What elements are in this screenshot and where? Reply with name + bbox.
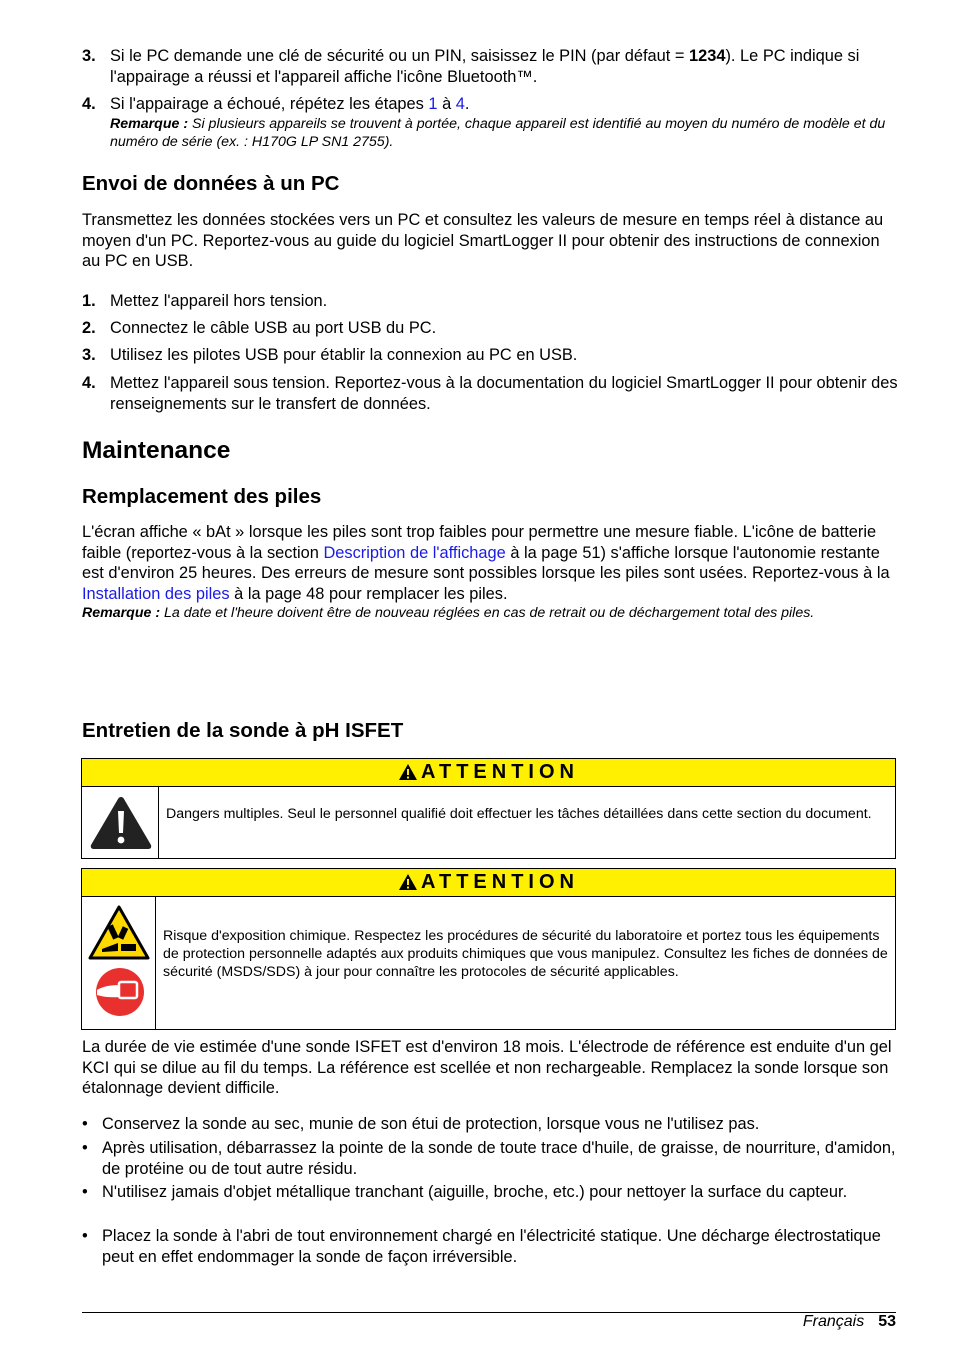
section-title-pc: Envoi de données à un PC xyxy=(82,172,340,195)
step-number: 3. xyxy=(82,47,96,65)
warning-header xyxy=(82,869,895,897)
hazard-icon-cell xyxy=(82,787,159,859)
warning-header xyxy=(82,759,895,787)
warning-heading-text: ATTENTION xyxy=(421,761,579,783)
step-number: 2. xyxy=(82,319,96,337)
step-link-1[interactable]: 1 xyxy=(428,95,438,113)
step-number: 3. xyxy=(82,346,96,364)
pairing-step-3 xyxy=(82,46,902,87)
warning-box-chemical xyxy=(81,868,896,1030)
pc-intro-paragraph: Transmettez les données stockées vers un PC et consultez les valeurs de mesure en temps réel à distance au moyen d'un PC. Reportez-vous au guide du logiciel SmartLogger II pour obtenir des instructions de connexion au PC en USB. xyxy=(82,211,884,270)
bullet-text: Placez la sonde à l'abri de tout environnement chargé en l'électricité statique. Une décharge électrostatique peut en effet endommager la sonde de façon irréversible. xyxy=(102,1227,881,1266)
step-text: Connectez le câble USB au port USB du PC. xyxy=(110,319,437,337)
pc-step-2 xyxy=(82,318,902,339)
link-display-description[interactable]: Description de l'affichage xyxy=(323,543,506,562)
bullet-text: Après utilisation, débarrassez la pointe de la sonde de toute trace d'huile, de graisse, de nourriture, d'amidon, de protéine ou de tout autre résidu. xyxy=(102,1139,896,1178)
step-number: 1. xyxy=(82,292,96,310)
pc-step-3 xyxy=(82,345,902,366)
battery-paragraph xyxy=(82,522,902,622)
warning-triangle-icon xyxy=(398,873,418,891)
step-text-end: . xyxy=(464,95,470,113)
step-text: Si le PC demande une clé de sécurité ou un PIN, saisissez le PIN (par défaut = xyxy=(110,47,689,65)
hazard-icon-cell xyxy=(82,897,156,1030)
general-hazard-icon xyxy=(89,795,153,851)
section-title-sensor: Entretien de la sonde à pH ISFET xyxy=(82,719,404,742)
page-number: 53 xyxy=(878,1313,896,1330)
sensor-intro-paragraph: La durée de vie estimée d'une sonde ISFET est d'environ 18 mois. L'électrode de référence est enduite d'un gel KCI qui se dilue au fil du temps. La référence est scellée et non rechargeable. Remplacez la sonde lorsque son étalonnage devient difficile. xyxy=(82,1038,892,1097)
care-bullet-1 xyxy=(82,1114,902,1135)
step-text: Mettez l'appareil hors tension. xyxy=(110,292,328,310)
step-text-end: ). Le PC indique si l'appairage a réussi et l'appareil affiche l'icône Bluetooth™. xyxy=(110,47,860,86)
note-text: La date et l'heure doivent être de nouveau réglées en cas de retrait ou de déchargement total des piles. xyxy=(160,605,815,621)
warning-text: Risque d'exposition chimique. Respectez les procédures de sécurité du laboratoire et portez tous les équipements de protection personnelle adaptés aux produits chimiques que vous manipulez. Consultez les fiches de données de sécurité (MSDS/SDS) à jour pour connaître les protocoles de sécurité applicables. xyxy=(163,928,888,980)
step-text: Si l'appairage a échoué, répétez les étapes xyxy=(110,95,429,113)
warning-text: Dangers multiples. Seul le personnel qualifié doit effectuer les tâches détaillées dans cette section du document. xyxy=(166,806,872,822)
step-link-4[interactable]: 4 xyxy=(455,95,465,113)
footer-language: Français xyxy=(802,1313,865,1330)
step-text: Utilisez les pilotes USB pour établir la connexion au PC en USB. xyxy=(110,346,578,364)
default-pin: 1234 xyxy=(689,47,726,65)
note-battery xyxy=(82,604,902,622)
step-number: 4. xyxy=(82,374,96,392)
step-text-mid: à xyxy=(437,95,456,113)
bullet-marker: • xyxy=(82,1183,88,1201)
battery-text-a: L'écran affiche « bAt » lorsque les piles sont trop faibles pour permettre une mesure fiable. L'icône de batterie faible (reportez-vous à la section xyxy=(82,523,877,562)
care-bullet-2 xyxy=(82,1138,902,1179)
warning-triangle-icon xyxy=(398,763,418,781)
link-battery-installation[interactable]: Installation des piles xyxy=(82,584,230,603)
bullet-text: Conservez la sonde au sec, munie de son étui de protection, lorsque vous ne l'utilisez pas. xyxy=(102,1115,760,1133)
care-bullet-4 xyxy=(82,1226,902,1267)
pc-step-1 xyxy=(82,291,902,312)
battery-text-b: à la page 51) s'affiche lorsque l'autonomie restante est d'environ 25 heures. Des erreurs de mesure sont possibles lorsque les piles sont usées. Reportez-vous à la xyxy=(82,543,890,582)
section-title-batteries: Remplacement des piles xyxy=(82,485,322,508)
care-bullet-3 xyxy=(82,1182,902,1203)
note-label: Remarque : xyxy=(82,605,161,621)
pairing-step-4 xyxy=(82,94,902,151)
note-text: Si plusieurs appareils se trouvent à portée, chaque appareil est identifié au moyen du numéro de modèle et du numéro de série (ex. : H170G LP SN1 2755). xyxy=(110,115,886,150)
bullet-marker: • xyxy=(82,1227,88,1245)
note-pairing xyxy=(110,115,902,151)
maintenance-title: Maintenance xyxy=(82,437,231,464)
bullet-marker: • xyxy=(82,1115,88,1133)
warning-box-multiple-hazards xyxy=(81,758,896,859)
safety-goggles-icon xyxy=(95,967,145,1017)
chemical-hazard-icon xyxy=(88,905,150,961)
note-label: Remarque : xyxy=(110,115,189,132)
battery-text-c: à la page 48 pour remplacer les piles. xyxy=(229,584,508,603)
step-text: Mettez l'appareil sous tension. Reportez-vous à la documentation du logiciel SmartLogger II pour obtenir des renseignements sur le transfert de données. xyxy=(110,374,898,413)
pc-step-4 xyxy=(82,373,902,414)
step-number: 4. xyxy=(82,95,96,113)
bullet-text: N'utilisez jamais d'objet métallique tranchant (aiguille, broche, etc.) pour nettoyer la surface du capteur. xyxy=(102,1183,848,1201)
footer-divider xyxy=(82,1312,896,1313)
bullet-marker: • xyxy=(82,1139,88,1157)
page-footer xyxy=(803,1313,896,1331)
warning-heading-text: ATTENTION xyxy=(421,871,579,893)
